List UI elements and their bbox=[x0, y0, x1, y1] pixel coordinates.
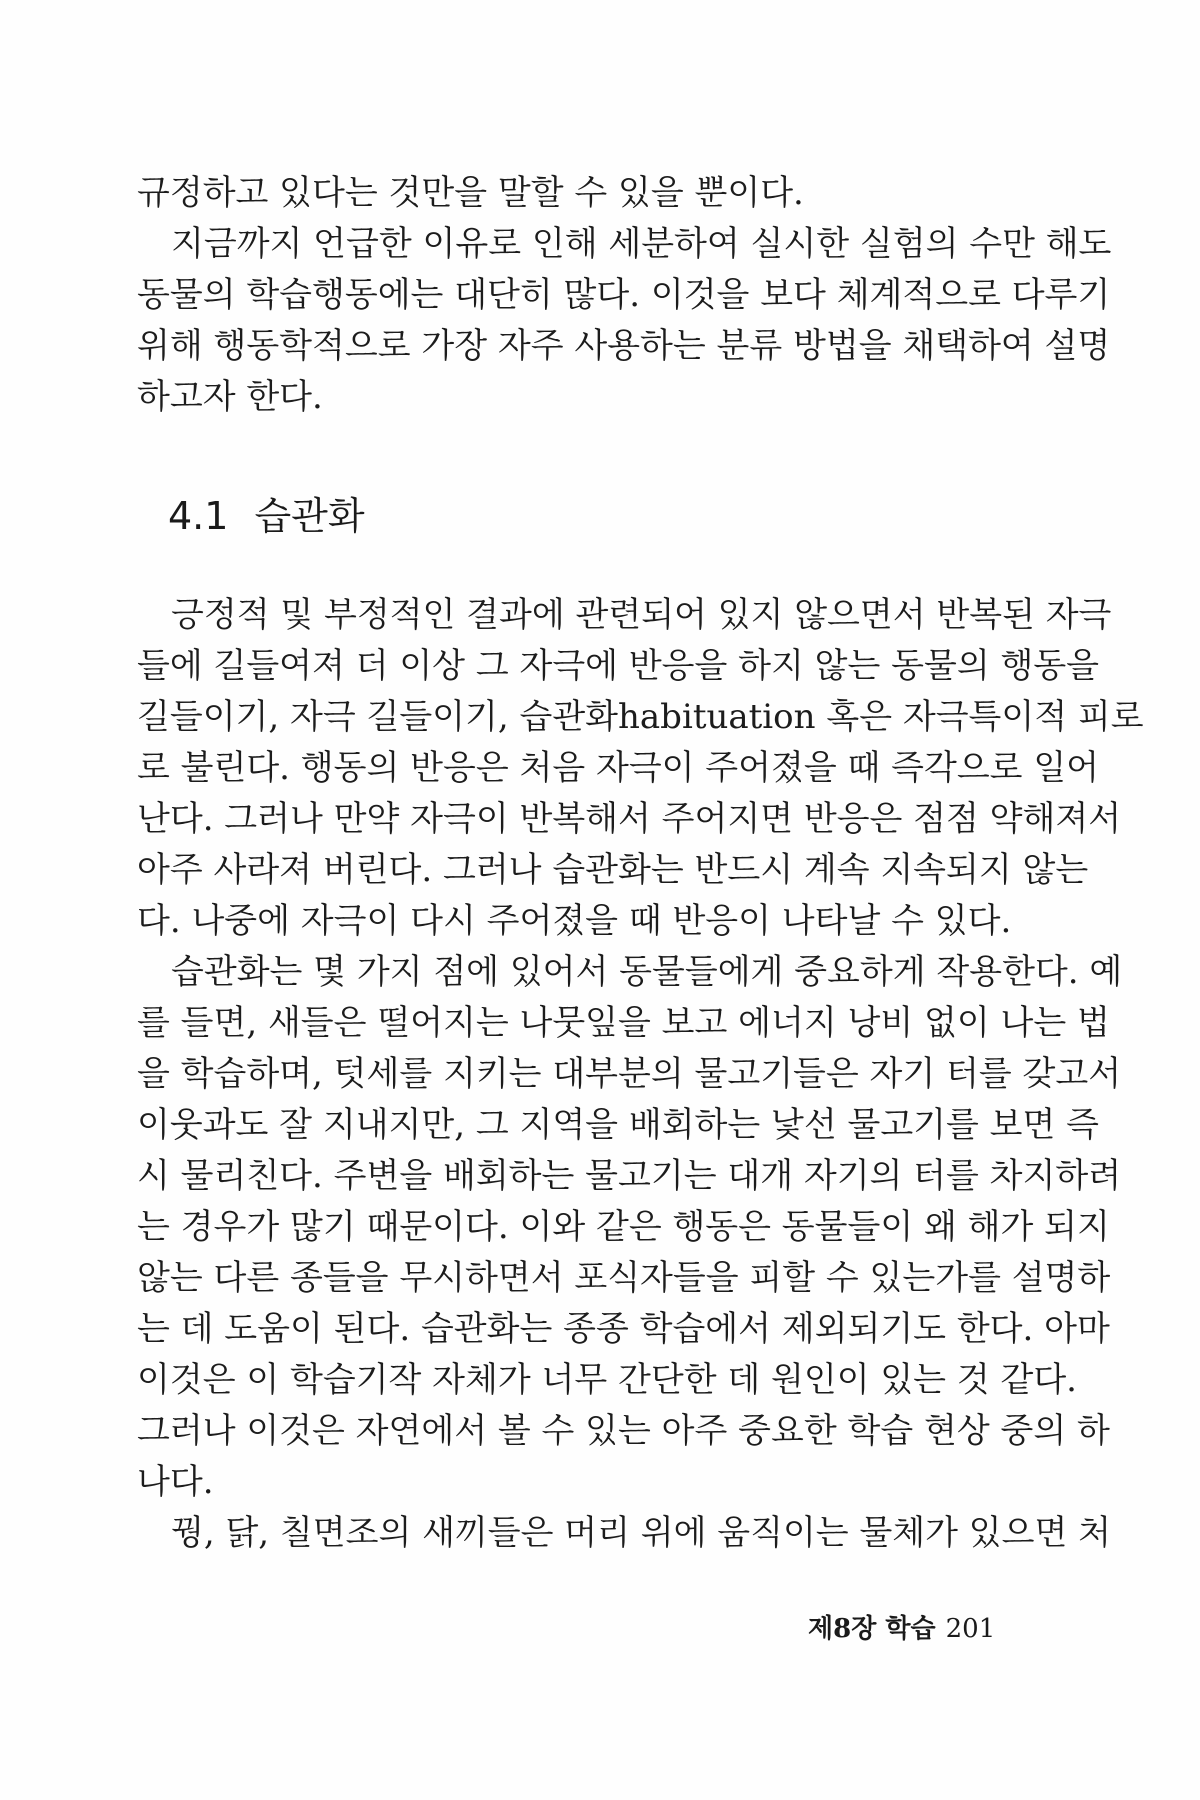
text-line: 는 데 도움이 된다. 습관화는 종종 학습에서 제외되기도 한다. 아마 bbox=[137, 1309, 1110, 1349]
text-line: 긍정적 및 부정적인 결과에 관련되어 있지 않으면서 반복된 자극 bbox=[171, 595, 1112, 635]
text-line: 않는 다른 종들을 무시하면서 포식자들을 피할 수 있는가를 설명하 bbox=[137, 1258, 1111, 1298]
text-line: 나다. bbox=[137, 1462, 214, 1502]
page-footer bbox=[808, 1608, 995, 1645]
text-line: 다. 나중에 자극이 다시 주어졌을 때 반응이 나타날 수 있다. bbox=[137, 901, 1012, 941]
text-line: 습관화는 몇 가지 점에 있어서 동물들에게 중요하게 작용한다. 예 bbox=[171, 952, 1123, 992]
text-line: 을 학습하며, 텃세를 지키는 대부분의 물고기들은 자기 터를 갖고서 bbox=[137, 1054, 1122, 1094]
text-line: 로 불린다. 행동의 반응은 처음 자극이 주어졌을 때 즉각으로 일어 bbox=[137, 748, 1100, 788]
text-line: 동물의 학습행동에는 대단히 많다. 이것을 보다 체계적으로 다루기 bbox=[137, 275, 1111, 315]
text-line: 지금까지 언급한 이유로 인해 세분하여 실시한 실험의 수만 해도 bbox=[171, 224, 1112, 264]
text-line: 는 경우가 많기 때문이다. 이와 같은 행동은 동물들이 왜 해가 되지 bbox=[137, 1207, 1110, 1247]
text-line: 위해 행동학적으로 가장 자주 사용하는 분류 방법을 채택하여 설명 bbox=[137, 326, 1111, 366]
text-line: 이것은 이 학습기작 자체가 너무 간단한 데 원인이 있는 것 같다. bbox=[137, 1360, 1077, 1400]
paragraph-block-intro bbox=[137, 168, 1112, 423]
section-number: 4.1 bbox=[168, 494, 229, 538]
text-line: 하고자 한다. bbox=[137, 377, 323, 417]
page-number: 201 bbox=[945, 1614, 996, 1644]
text-line: 아주 사라져 버린다. 그러나 습관화는 반드시 계속 지속되지 않는 bbox=[137, 850, 1089, 890]
text-line: 그러나 이것은 자연에서 볼 수 있는 아주 중요한 학습 현상 중의 하 bbox=[137, 1411, 1110, 1451]
text-line: 이웃과도 잘 지내지만, 그 지역을 배회하는 낯선 물고기를 보면 즉 bbox=[137, 1105, 1100, 1145]
text-line: 규정하고 있다는 것만을 말할 수 있을 뿐이다. bbox=[137, 173, 804, 213]
section-title: 습관화 bbox=[254, 494, 365, 538]
text-line: 길들이기, 자극 길들이기, 습관화habituation 혹은 자극특이적 피로 bbox=[137, 697, 1144, 737]
text-line: 시 물리친다. 주변을 배회하는 물고기는 대개 자기의 터를 차지하려 bbox=[137, 1156, 1122, 1196]
section-heading bbox=[168, 485, 365, 540]
chapter-label: 제8장 학습 bbox=[808, 1614, 936, 1644]
text-line: 난다. 그러나 만약 자극이 반복해서 주어지면 반응은 점점 약해져서 bbox=[137, 799, 1122, 839]
text-line: 를 들면, 새들은 떨어지는 나뭇잎을 보고 에너지 낭비 없이 나는 법 bbox=[137, 1003, 1110, 1043]
text-line: 들에 길들여져 더 이상 그 자극에 반응을 하지 않는 동물의 행동을 bbox=[137, 646, 1100, 686]
text-line: 꿩, 닭, 칠면조의 새끼들은 머리 위에 움직이는 물체가 있으면 처 bbox=[171, 1513, 1111, 1553]
paragraph-block-habituation bbox=[137, 590, 1144, 1559]
